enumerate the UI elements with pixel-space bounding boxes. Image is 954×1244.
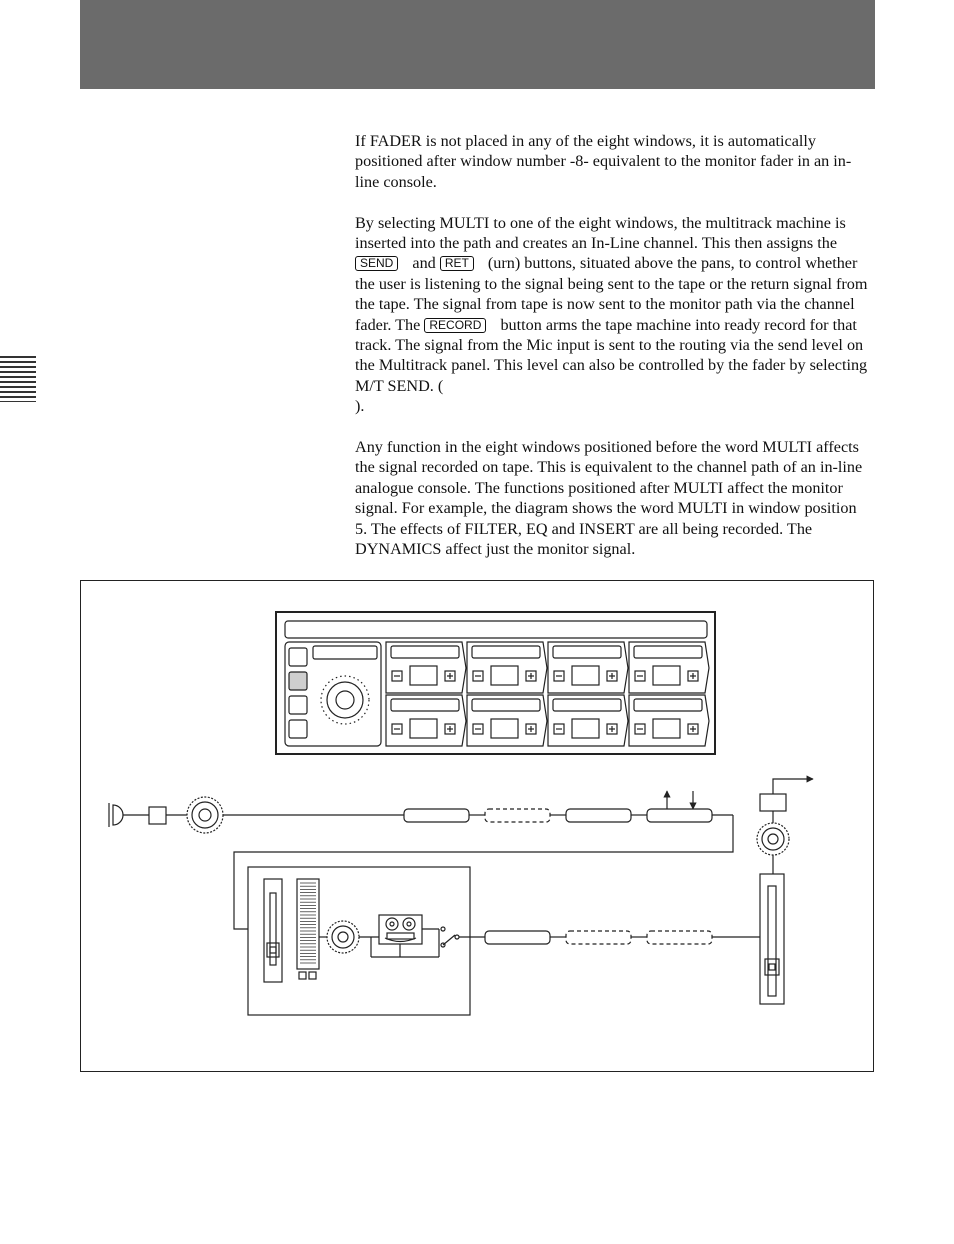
function-window-1 <box>386 642 466 693</box>
ret-key-icon: RET <box>440 256 474 271</box>
path-block-1 <box>404 809 469 822</box>
panel-encoder-knob-icon <box>321 676 369 724</box>
send-level-knob-icon <box>327 921 359 953</box>
function-windows <box>386 642 709 746</box>
function-window-7 <box>548 695 628 746</box>
monitor-pan-knob-icon <box>757 823 789 855</box>
monitor-block-3 <box>647 931 712 944</box>
monitor-block-1 <box>485 931 550 944</box>
tape-machine-icon <box>379 915 422 944</box>
meter-strip-icon <box>297 879 319 979</box>
section-tab-marker <box>0 356 36 402</box>
input-gain-knob-icon <box>187 797 223 833</box>
send-key-icon: SEND <box>355 256 398 271</box>
paragraph-fader: If FADER is not placed in any of the eight windows, it is automatically positioned after window number -8- equivalent to the monitor fader in an in-line console. <box>355 132 852 191</box>
mic-icon <box>109 803 123 827</box>
path-block-2 <box>485 809 550 822</box>
function-window-2 <box>467 642 547 693</box>
insert-block <box>647 809 712 822</box>
function-window-5 <box>386 695 466 746</box>
path-block-3 <box>566 809 631 822</box>
function-window-4 <box>629 642 709 693</box>
paragraph-windows: Any function in the eight windows positioned before the word MULTI affects the signal recorded on tape. This is equivalent to the channel path of an in-line analogue console. The functions positioned after MULTI affect the monitor signal. For example, the diagram shows the word MULTI in window position 5. The effects of FILTER, EQ and INSERT are all being recorded. The DYNAMICS affect just the monitor signal. <box>355 438 863 559</box>
header-bar <box>80 0 875 89</box>
send-return-switch-icon <box>439 927 459 957</box>
function-window-8 <box>629 695 709 746</box>
fader-icon <box>264 879 282 982</box>
panel-select-buttons <box>289 648 307 738</box>
record-key-icon: RECORD <box>424 318 486 333</box>
function-window-3 <box>548 642 628 693</box>
channel-panel <box>276 612 715 754</box>
monitor-block-2 <box>566 931 631 944</box>
signal-flow-diagram <box>80 580 874 1072</box>
function-window-6 <box>467 695 547 746</box>
monitor-button <box>760 794 786 811</box>
monitor-fader-icon <box>760 874 784 1004</box>
body-text <box>355 131 870 580</box>
mic-input-button <box>149 807 166 824</box>
paragraph-multi: By selecting MULTI to one of the eight windows, the multitrack machine is inserted into the path and creates an In-Line channel. This then assigns the SEND and RET (urn) buttons, situated above the pans, to control whether the user is listening to the signal being sent to the tape or the return signal from the tape. The signal from tape is now sent to the monitor path via the channel fader. The RECORD button arms the tape machine into ready record for that track. The signal from the Mic input is sent to the routing via the send level on the Multitrack panel. This level can also be controlled by the fader by selecting M/T SEND. (). <box>355 213 868 416</box>
